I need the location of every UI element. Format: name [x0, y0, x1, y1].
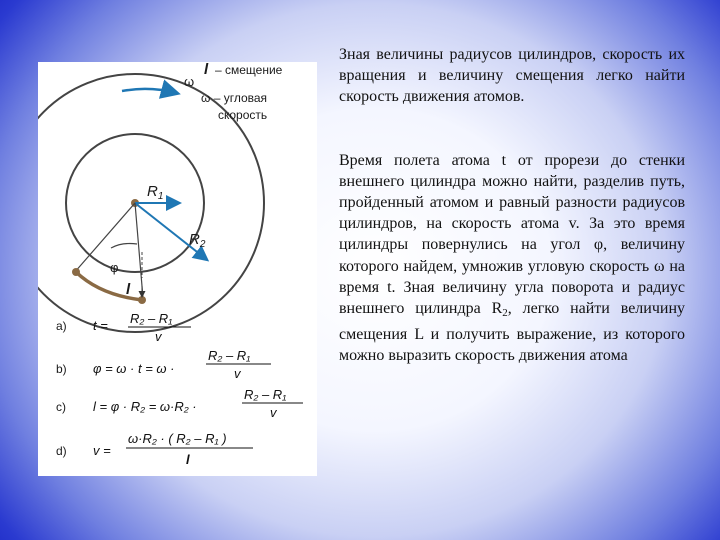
svg-text:v: v: [270, 405, 277, 420]
paragraph-intro: Зная величины радиусов цилиндров, скорость их вращения и величину смещения легко найти скорость движения атомов.: [339, 46, 685, 106]
legend-omega-desc-1: ω – угловая: [201, 91, 268, 105]
svg-text:c): c): [56, 400, 66, 414]
label-phi: φ: [110, 260, 119, 275]
svg-text:b): b): [56, 362, 67, 376]
legend-l-desc: – смещение: [215, 63, 283, 77]
formula-c: [56, 387, 303, 420]
formula-a: [56, 311, 191, 344]
paragraph-explanation: [339, 150, 685, 367]
svg-text:l: l: [186, 452, 190, 467]
r2-subscript: 2: [502, 307, 508, 320]
deposit-dot-start: [72, 268, 80, 276]
legend-l-symbol: l: [204, 62, 209, 78]
diagram: [38, 62, 317, 476]
svg-text:R₂ – R₁: R₂ – R₁: [130, 311, 173, 326]
svg-text:v =: v =: [93, 443, 111, 458]
displacement-arc: [76, 272, 142, 300]
svg-text:v: v: [155, 329, 162, 344]
paragraph-explanation-part1: Время полета атома t от прорези до стенки внешнего цилиндра можно найти, разделив путь, пройденный атомом и равный разности радиусов цилиндров, на скорость атома v. За это время цилиндры повернулись на угол φ, величину которого найдем, умножив угловую скорость ω на время t. Зная величину угла поворота и радиус внешнего цилиндра R: [339, 151, 685, 318]
paragraph-explanation-part2: , легко найти величину смещения L и получить выражение, из которого можно выразить скорость движения атома: [339, 300, 686, 365]
svg-text:R₂ – R₁: R₂ – R₁: [244, 387, 287, 402]
atom-path-line: [135, 203, 143, 298]
svg-text:φ = ω · t = ω ·: φ = ω · t = ω ·: [93, 361, 175, 376]
label-l: l: [126, 281, 131, 298]
figure-panel: [38, 62, 317, 476]
svg-text:t =: t =: [93, 318, 108, 333]
legend-omega-symbol: ω: [184, 74, 195, 89]
phi-arc: [111, 244, 137, 249]
svg-text:R₂ – R₁: R₂ – R₁: [208, 348, 251, 363]
svg-text:d): d): [56, 444, 67, 458]
legend-omega-desc-2: скорость: [218, 108, 268, 122]
slit-line: [74, 203, 135, 273]
svg-text:l = φ · R₂ = ω·R₂ ·: l = φ · R₂ = ω·R₂ ·: [93, 399, 197, 414]
label-r1: $R_1$: [147, 183, 164, 202]
label-r2: $R_2$: [189, 231, 206, 250]
svg-text:ω·R₂ · ( R₂ – R₁ ): ω·R₂ · ( R₂ – R₁ ): [128, 431, 227, 446]
svg-text:a): a): [56, 319, 67, 333]
deposit-dot-end: [138, 296, 146, 304]
text-block: [339, 44, 685, 367]
formula-b: [56, 348, 271, 381]
svg-text:v: v: [234, 366, 241, 381]
rotation-arrow: [122, 89, 176, 93]
formula-d: [56, 431, 253, 467]
